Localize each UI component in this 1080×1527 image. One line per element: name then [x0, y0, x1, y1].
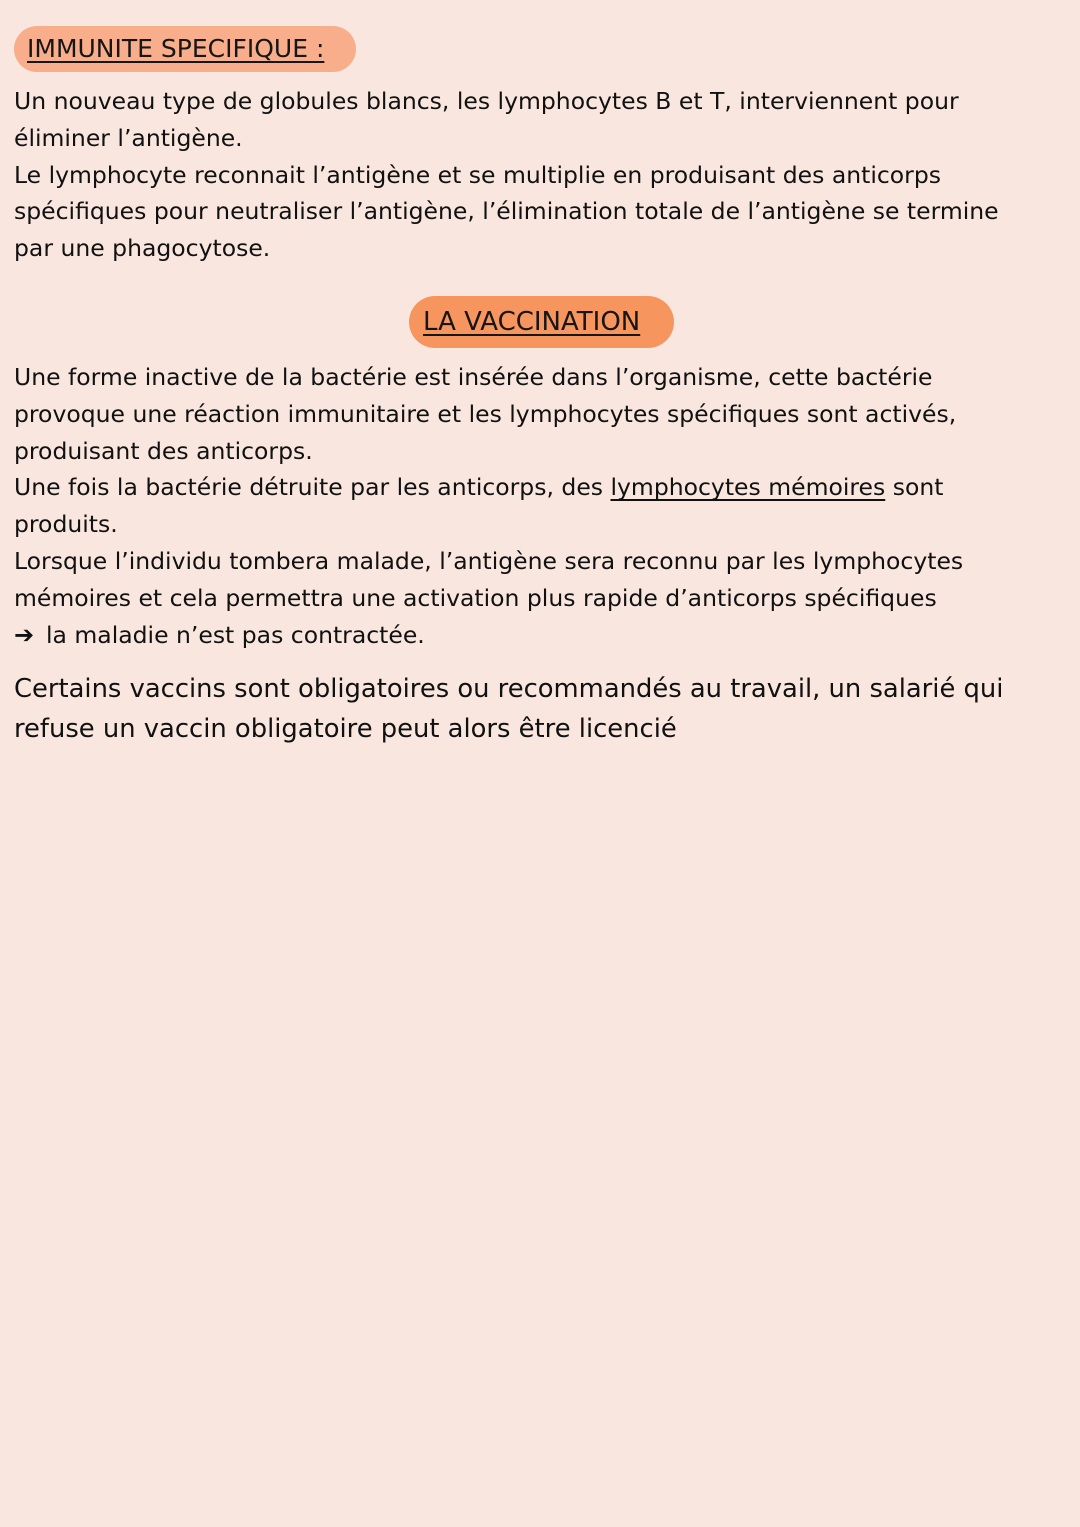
conclusion-text: la maladie n’est pas contractée.	[46, 620, 425, 649]
text-line: spécifiques pour neutraliser l’antigène, l’élimination totale de l’antigène se termine	[14, 197, 999, 226]
conclusion-line	[14, 617, 1054, 654]
text-line	[14, 469, 1054, 506]
text-segment: Une fois la bactérie détruite par les anticorps, des	[14, 473, 611, 502]
text-line: éliminer l’antigène.	[14, 123, 243, 152]
text-line: Le lymphocyte reconnait l’antigène et se multiplie en produisant des anticorps	[14, 160, 941, 189]
section-title-text: IMMUNITE SPECIFIQUE :	[27, 34, 325, 63]
vaccins-obligatoires-paragraph	[14, 670, 1054, 749]
text-line: provoque une réaction immunitaire et les lymphocytes spécifiques sont activés,	[14, 399, 957, 428]
text-line: produits.	[14, 510, 118, 539]
text-line: mémoires et cela permettra une activation plus rapide d’anticorps spécifiques	[14, 583, 937, 612]
underlined-term: lymphocytes mémoires	[610, 473, 886, 502]
text-line: Une forme inactive de la bactérie est insérée dans l’organisme, cette bactérie	[14, 363, 933, 391]
text-segment: sont	[885, 473, 944, 502]
section-title-immunite-specifique	[14, 26, 356, 72]
text-line: produisant des anticorps.	[14, 436, 313, 465]
text-line: Certains vaccins sont obligatoires ou recommandés au travail, un salarié qui	[14, 674, 1004, 704]
section-title-vaccination	[409, 296, 674, 348]
vaccination-paragraph	[14, 359, 1054, 653]
text-line: Lorsque l’individu tombera malade, l’antigène sera reconnu par les lymphocytes	[14, 546, 964, 575]
text-line: refuse un vaccin obligatoire peut alors être licencié	[14, 713, 677, 744]
text-line: Un nouveau type de globules blancs, les lymphocytes B et T, interviennent pour	[14, 87, 959, 115]
immunite-specifique-paragraph	[14, 83, 1054, 267]
text-line: par une phagocytose.	[14, 234, 271, 263]
arrow-right-icon: ➔	[14, 620, 35, 649]
section-title-text: LA VACCINATION	[423, 307, 641, 337]
